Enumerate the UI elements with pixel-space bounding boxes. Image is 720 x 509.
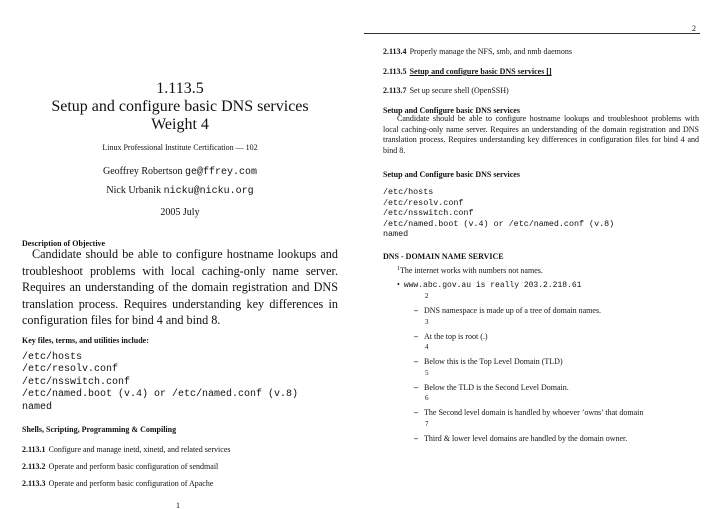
objective-number: 2.113.4 bbox=[383, 47, 407, 56]
objective-item bbox=[22, 445, 231, 454]
dash-item-text: Below the TLD is the Second Level Domain. bbox=[424, 383, 569, 392]
dash-item-text: Third & lower level domains are handled by the domain owner. bbox=[424, 434, 628, 443]
dash-icon: – bbox=[414, 306, 418, 315]
dash-item bbox=[414, 383, 569, 392]
setup-file-item: /etc/nsswitch.conf bbox=[383, 208, 474, 219]
key-file-item: /etc/nsswitch.conf bbox=[22, 376, 131, 388]
title-number: 1.113.5 bbox=[156, 80, 204, 97]
author-2-name: Nick Urbanik bbox=[106, 185, 162, 196]
dash-item bbox=[414, 408, 643, 417]
dns-bullet-item bbox=[397, 280, 581, 290]
key-file-item: named bbox=[22, 401, 53, 413]
dash-item-text: The Second level domain is handled by whoever ’owns’ that domain bbox=[424, 408, 644, 417]
objective-item bbox=[22, 479, 213, 488]
setup-file-item: /etc/hosts bbox=[383, 187, 434, 197]
footnote-mark: 2 bbox=[425, 292, 429, 300]
objective-text: Configure and manage inetd, xinetd, and related services bbox=[48, 445, 231, 454]
dash-item bbox=[414, 332, 488, 341]
certification-line: Linux Professional Institute Certification — 102 bbox=[102, 143, 258, 152]
footnote-mark: 5 bbox=[425, 369, 429, 377]
objective-item-current[interactable] bbox=[383, 67, 552, 76]
dns-heading: DNS - DOMAIN NAME SERVICE bbox=[383, 252, 504, 261]
footnote-mark: 7 bbox=[425, 420, 429, 428]
objective-text: Operate and perform basic configuration of sendmail bbox=[48, 462, 219, 471]
objective-text: Operate and perform basic configuration of Apache bbox=[48, 479, 214, 488]
header-divider bbox=[364, 33, 700, 34]
page-number-right: 2 bbox=[692, 24, 696, 33]
dash-item-text: DNS namespace is made up of a tree of domain names. bbox=[424, 306, 602, 315]
bullet-icon: • bbox=[397, 280, 400, 289]
objective-item bbox=[22, 462, 218, 471]
objective-number: 2.113.5 bbox=[383, 67, 407, 76]
dash-icon: – bbox=[414, 357, 418, 366]
key-files-heading: Key files, terms, and utilities include: bbox=[22, 336, 149, 345]
setup-files-list bbox=[383, 187, 614, 240]
objective-number: 2.113.2 bbox=[22, 462, 46, 471]
document-date: 2005 July bbox=[160, 207, 200, 218]
key-file-item: /etc/hosts bbox=[22, 352, 83, 363]
dns-intro-text: The internet works with numbers not names. bbox=[400, 266, 543, 275]
key-files-list bbox=[22, 352, 298, 414]
objective-number: 2.113.7 bbox=[383, 86, 407, 95]
author-1-email: ge@ffrey.com bbox=[185, 167, 258, 178]
objective-text: Properly manage the NFS, smb, and nmb daemons bbox=[409, 47, 572, 56]
objective-text: Set up secure shell (OpenSSH) bbox=[409, 86, 509, 95]
objective-number: 2.113.3 bbox=[22, 479, 46, 488]
author-1-name: Geoffrey Robertson bbox=[102, 166, 183, 177]
dash-item bbox=[414, 434, 627, 443]
setup-body: Candidate should be able to configure hostname lookups and troubleshoot problems with local caching-only name server. Requires an understanding of the domain registration and DNS translation process. Requires understanding key differences in configuration files for bind 4 and bind 8. bbox=[383, 114, 699, 155]
dash-icon: – bbox=[414, 434, 418, 443]
key-file-item: /etc/named.boot (v.4) or /etc/named.conf (v.8) bbox=[22, 389, 299, 401]
setup-file-item: /etc/named.boot (v.4) or /etc/named.conf (v.8) bbox=[383, 218, 615, 229]
page-number-left: 1 bbox=[176, 501, 180, 509]
key-file-item: /etc/resolv.conf bbox=[22, 364, 119, 376]
author-2 bbox=[22, 185, 338, 197]
setup-heading: Setup and Configure basic DNS services bbox=[383, 106, 520, 115]
setup-files-heading: Setup and Configure basic DNS services bbox=[383, 170, 520, 179]
footnote-mark: 1 bbox=[397, 266, 400, 272]
objective-link[interactable]: Setup and configure basic DNS services [] bbox=[409, 67, 552, 76]
objective-item bbox=[383, 47, 572, 56]
author-1 bbox=[22, 166, 338, 178]
dash-item-text: Below this is the Top Level Domain (TLD) bbox=[424, 357, 563, 366]
description-heading: Description of Objective bbox=[22, 239, 106, 248]
author-2-email: nicku@nicku.org bbox=[163, 186, 254, 197]
title-weight: Weight 4 bbox=[151, 116, 209, 133]
dash-icon: – bbox=[414, 383, 418, 392]
objective-number: 2.113.1 bbox=[22, 445, 46, 454]
dash-item-text: At the top is root (.) bbox=[424, 332, 488, 341]
setup-file-item: named bbox=[383, 229, 409, 240]
description-body: Candidate should be able to configure hostname lookups and troubleshoot problems with local caching-only name server. Requires an understanding of the domain registration and DNS translation process. Requires understanding key differences in configuration files for bind 4 and bind 8. bbox=[22, 247, 338, 328]
footnote-mark: 6 bbox=[425, 394, 429, 402]
dash-icon: – bbox=[414, 332, 418, 341]
dash-item bbox=[414, 357, 563, 366]
dash-icon: – bbox=[414, 408, 418, 417]
dns-intro bbox=[397, 266, 543, 275]
dash-item bbox=[414, 306, 601, 315]
footnote-mark: 3 bbox=[425, 318, 429, 326]
shells-heading: Shells, Scripting, Programming & Compiling bbox=[22, 425, 177, 434]
page-title: Setup and configure basic DNS services bbox=[51, 98, 309, 115]
dns-bullet-text: www.abc.gov.au is really 203.2.218.61 bbox=[403, 281, 582, 290]
setup-file-item: /etc/resolv.conf bbox=[383, 197, 464, 208]
objective-item bbox=[383, 86, 509, 95]
footnote-mark: 4 bbox=[425, 343, 429, 351]
